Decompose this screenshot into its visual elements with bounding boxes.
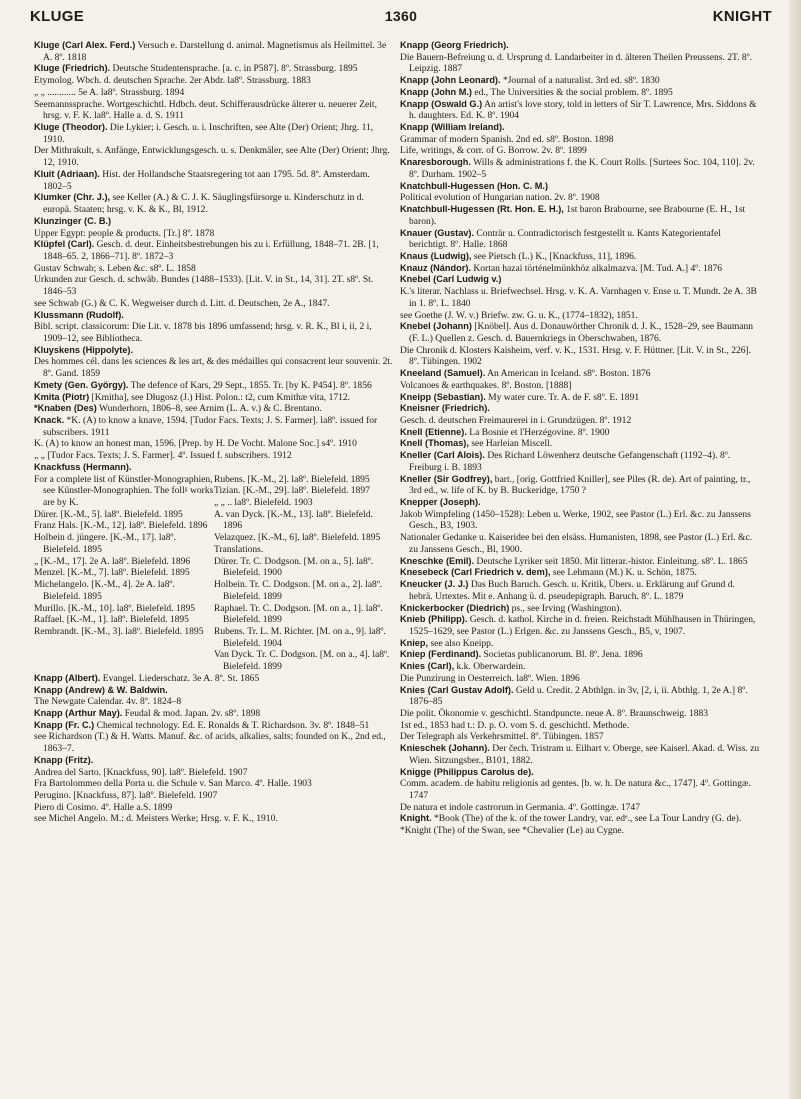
entry-text: Das Buch Baruch. Gesch. u. Kritik, Übers. u. Erklärung auf Grund d. hebrä. Urtextes. Mit e. Anhang ü. d. pseudepigraph. Baruch. 8º. L. 1879: [409, 579, 735, 602]
catalogue-entry: [34, 462, 394, 474]
catalogue-entry: [34, 767, 394, 779]
header-left: KLUGE: [30, 8, 84, 25]
entry-text: Kortan hazai történelmünkhöz alkalmazva. [M. Tud. A.] 4º. 1876: [473, 262, 723, 274]
entry-text: Des Richard Löwenherz deutsche Gefangenschaft (1192–4). 8º. Freiburg i. B. 1893: [409, 450, 731, 473]
entry-text: Gesch. d. deutschen Freimaurerei in i. Grundzügen. 8º. 1912: [400, 415, 632, 426]
entry-text: Grammar of modern Spanish. 2nd ed. s8º. Boston. 1898: [400, 133, 614, 145]
entry-text: Andrea del Sarto. [Knackfuss, 90]. la8º. Bielefeld. 1907: [34, 766, 248, 778]
entry-text: see Pietsch (L.) K., [Knackfuss, 11], 1896.: [473, 250, 637, 262]
catalogue-entry: [400, 99, 760, 122]
catalogue-entry: [400, 427, 760, 439]
knackfuss-work: A. van Dyck. [K.-M., 13]. la8º. Bielefeld. 1896: [214, 508, 373, 532]
catalogue-entry: [34, 87, 394, 99]
catalogue-entry: [400, 134, 760, 146]
catalogue-entry: [400, 310, 760, 322]
catalogue-entry: [34, 731, 394, 754]
catalogue-entry: [400, 415, 760, 427]
catalogue-entry: [34, 169, 394, 192]
knackfuss-work: Tizian. [K.-M., 29]. la8º. Bielefeld. 1897: [214, 485, 370, 497]
entry-text: Der Telegraph als Verkehrsmittel. 8º. Tübingen. 1857: [400, 731, 604, 743]
knackfuss-work: Holbein d. jüngere. [K.-M., 17]. la8º. Bielefeld. 1895: [34, 532, 176, 555]
catalogue-entry: [400, 251, 760, 263]
entry-text: Etymolog. Wbch. d. deutschen Sprache. 2er Abdr. la8º. Strassburg. 1883: [34, 75, 311, 87]
entry-heading: Knapp (William Ireland).: [400, 122, 505, 133]
entry-text: Volcanoes & earthquakes. 8º. Boston. [1888]: [400, 379, 572, 391]
catalogue-entry: [400, 286, 760, 309]
entry-text: Comm. academ. de habitu religionis ad gentes. [b. w. h. De natura &c., 1747]. 4º. Gottingæ. 1747: [400, 778, 751, 801]
knackfuss-right-column: [214, 474, 394, 673]
catalogue-entry: [34, 75, 394, 87]
entry-text: Piero di Cosimo. 4º. Halle a.S. 1899: [34, 801, 173, 813]
catalogue-entry: [400, 450, 760, 473]
entry-heading: Kluge (Carl Alex. Ferd.): [34, 40, 136, 50]
entry-text: Die Chronik d. Klosters Kaisheim, verf. v. K., 1531. Hrsg. v. F. Hüttner. [Lit. V. in St., 226]. 8º. Tübingen. 1902: [400, 344, 752, 368]
entry-heading: Kluyskens (Hippolyte).: [34, 344, 134, 355]
entry-heading: Knebel (Johann): [400, 321, 472, 332]
catalogue-entry: [400, 825, 760, 837]
entry-heading: Knack.: [34, 415, 65, 425]
knackfuss-work: Rubens. Tr. L. M. Richter. [M. on a., 9]. la8º. Bielefeld. 1904: [214, 625, 386, 649]
knackfuss-work: Menzel. [K.-M., 7]. la8º. Bielefeld. 1895: [34, 567, 190, 579]
entry-heading: Knapp (Andrew) & W. Baldwin.: [34, 684, 168, 695]
catalogue-entry: [34, 392, 394, 404]
catalogue-entry: [400, 603, 760, 615]
catalogue-entry: [400, 673, 760, 685]
knackfuss-work: Raphael. Tr. C. Dodgson. [M. on a., 1]. la8º. Bielefeld. 1899: [214, 602, 383, 626]
entry-text: Perugino. [Knackfuss, 87]. la8º. Bielefeld. 1907: [34, 790, 218, 801]
catalogue-entry: [400, 708, 760, 720]
entry-text: Societas publicanorum. Bl. 8º. Jena. 1896: [483, 649, 643, 661]
catalogue-entry: [400, 181, 760, 193]
catalogue-entry: [34, 708, 394, 720]
catalogue-entry: [400, 614, 760, 637]
catalogue-entry: [400, 474, 760, 497]
catalogue-entry: [400, 145, 760, 157]
entry-heading: Knigge (Philippus Carolus de).: [400, 766, 534, 777]
entry-heading: Knight.: [400, 813, 432, 824]
knackfuss-work: „ [K.-M., 17]. 2e A. la8º. Bielefeld. 1896: [34, 555, 191, 567]
knackfuss-left-column: [34, 474, 214, 673]
entry-heading: Knieb (Philipp).: [400, 614, 468, 625]
entry-text: *Book (The) of the k. of the tower Landry, var. edᵉ., see La Tour Landry (G. de).: [434, 813, 742, 825]
catalogue-entry: [34, 438, 394, 450]
knackfuss-work: Murillo. [K.-M., 10]. la8º. Bielefeld. 1895: [34, 602, 195, 614]
entry-text: Evangel. Liederschatz. 3e A. 8º. St. 1865: [102, 672, 260, 684]
catalogue-entry: [400, 75, 760, 87]
entry-text: Upper Egypt: people & products. [Tr.] 8º. 1878: [34, 227, 215, 239]
entry-heading: Kluge (Friedrich).: [34, 63, 111, 74]
catalogue-entry: [34, 274, 394, 297]
entry-text: Des hommes cél. dans les sciences & les art, & des médailles qui consacrent leur souvenir. 2t. 8º. Gand. 1859: [34, 356, 393, 380]
catalogue-entry: [34, 755, 394, 767]
catalogue-entry: [400, 403, 760, 415]
entry-heading: Knell (Etienne).: [400, 426, 467, 437]
knackfuss-work: Raffael. [K.-M., 1]. la8º. Bielefeld. 1895: [34, 614, 189, 626]
catalogue-entry: [34, 263, 394, 275]
entry-heading: Kneucker (J. J.): [400, 579, 469, 590]
catalogue-entry: [34, 450, 394, 462]
knackfuss-work: Rubens. [K.-M., 2]. la8º. Bielefeld. 1895: [214, 473, 370, 485]
entry-text: Versuch e. Darstellung d. animal. Magnetismus als Heilmittel. 3e A. 8º. 1818: [43, 40, 387, 63]
entry-text: bart., [orig. Gottfried Kniller], see Piles (R. de). Art of painting, tr., 3rd ed., w. life of K. by B. Buckeridge, 1750 ?: [409, 473, 751, 497]
entry-text: Die polit. Ökonomie v. geschichtl. Standpuncte. neue A. 8º. Braunschweig. 1883: [400, 707, 709, 719]
catalogue-entry: [400, 438, 760, 450]
entry-text: [Knöbel]. Aus d. Donauwörther Chronik d. J. K., 1528–29, see Baumann (F. L.) Quellen z. Gesch. d. Bauernkriegs in Oberschwaben, 1876.: [409, 321, 754, 344]
catalogue-entry: [400, 767, 760, 779]
catalogue-entry: [400, 122, 760, 134]
entry-heading: *Knaben (Des): [34, 403, 97, 414]
entry-heading: Kniep,: [400, 637, 429, 648]
entry-heading: Kneipp (Sebastian).: [400, 391, 486, 402]
knackfuss-work: „ „ .. la8º. Bielefeld. 1903: [214, 497, 313, 509]
entry-heading: Kneisner (Friedrich).: [400, 403, 490, 414]
entry-text: Wills & administrations f. the K. Court Rolls. [Surtees Soc. 104, 110]. 2v. 8º. Durham. 1902–5: [409, 157, 755, 180]
catalogue-entry: [400, 661, 760, 673]
entry-heading: Knapp (Arthur May).: [34, 707, 123, 718]
entry-heading: Knapp (Fr. C.): [34, 719, 95, 730]
entry-heading: Knebel (Carl Ludwig v.): [400, 274, 502, 285]
entry-text: An American in Iceland. s8º. Boston. 1876: [487, 368, 651, 380]
catalogue-entry: [34, 310, 394, 322]
catalogue-entry: [34, 790, 394, 802]
entry-text: Deutsche Studentensprache. [a. c. in P587]. 8º. Strassburg. 1895: [112, 63, 358, 75]
catalogue-entry: [34, 415, 394, 438]
catalogue-entry: [400, 731, 760, 743]
catalogue-entry: [34, 99, 394, 122]
entry-text: see Lehmann (M.) K. u. Schön, 1875.: [552, 567, 697, 579]
entry-text: Die Punzirung in Oesterreich. la8º. Wien. 1896: [400, 672, 580, 684]
entry-text: 1st baron Brabourne, see Brabourne (E. H., 1st baron).: [409, 204, 746, 227]
entry-heading: Knell (Thomas),: [400, 438, 469, 449]
entry-heading: Knapp (Albert).: [34, 672, 101, 683]
entry-text: Bibl. script. classicorum: Die Lit. v. 1878 bis 1896 umfassend; hrsg. v. R. K., Bl i, ii, 2 i, 1909–12, see Bibliotheca.: [34, 321, 372, 344]
catalogue-entry: [400, 649, 760, 661]
entry-heading: Klussmann (Rudolf).: [34, 309, 124, 320]
knackfuss-works-table: [34, 474, 394, 673]
entry-text: Gesch. d. kathol. Kirche in d. freien. Reichstadt Mühlhausen in Thüringen, 1525–1629, see Pastor (L.) Erlgen. &c. zu Janssens Gesch., B5, v, 1907.: [409, 614, 756, 637]
entry-heading: Knackfuss (Hermann).: [34, 461, 132, 472]
entry-heading: Kluge (Theodor).: [34, 122, 108, 133]
entry-text: Die Bauern-Befreiung u. d. Ursprung d. Landarbeiter in d. älteren Theilen Preussens. 2T. 8º. Leipzig. 1887: [400, 51, 753, 75]
catalogue-entry: [34, 403, 394, 415]
catalogue-entry: [400, 743, 760, 766]
entry-text: The Newgate Calendar. 4v. 8º. 1824–8: [34, 696, 182, 708]
catalogue-entry: [34, 192, 394, 215]
entry-text: see Michel Angelo. M.: d. Meisters Werke; Hrsg. v. F. K., 1910.: [34, 813, 278, 825]
entry-text: Seemannssprache. Wortgeschichtl. Hdbch. deut. Schifferausdrücke älterer u. neuerer Zeit, hrsg. v. F. K. la8º. Halle a. d. S. 1911: [34, 98, 377, 122]
catalogue-entry: [400, 392, 760, 404]
catalogue-entry: [34, 356, 394, 379]
catalogue-entry: [400, 567, 760, 579]
entry-text: Geld u. Credit. 2 Abthlgn. in 3v, [2, i, ii. Abthlg. 1, 2e A.] 8º. 1876–85: [409, 684, 748, 708]
entry-text: ed., The Universities & the social problem. 8º. 1895: [474, 86, 673, 98]
entry-text: Deutsche Lyriker seit 1850. Mit litterar.-histor. Einleitung. s8º. L. 1865: [476, 555, 748, 567]
entry-heading: Klumker (Chr. J.),: [34, 192, 111, 203]
entry-heading: Kneeland (Samuel).: [400, 368, 486, 379]
entry-text: see Goethe (J. W. v.) Briefw. zw. G. u. K., (1774–1832), 1851.: [400, 309, 638, 321]
entry-heading: Kneller (Carl Alois).: [400, 450, 485, 461]
entry-text: *Journal of a naturalist. 3rd ed. s8º. 1830: [502, 75, 660, 87]
entry-text: The defence of Kars, 29 Sept., 1855. Tr. [by K. P454]. 8º. 1856: [130, 379, 372, 391]
entry-heading: Knesebeck (Carl Friedrich v. dem),: [400, 567, 551, 578]
catalogue-entry: [34, 685, 394, 697]
catalogue-entry: [34, 720, 394, 732]
entry-text: Der čech. Tristram u. Eilhart v. Oberge, see Kaiserl. Akad. d. Wiss. zu Wien. Sitzungsber., B101, 1882.: [409, 743, 760, 766]
entry-heading: Knatchbull-Hugessen (Rt. Hon. E. H.),: [400, 204, 564, 215]
entry-text: Nationaler Gedanke u. Kaiseridee bei den elsäss. Humanisten, 1898, see Pastor (L.) Erl. &c. zu Janssens Gesch., Bl, 1900.: [400, 532, 753, 555]
catalogue-entry: [34, 63, 394, 75]
right-column: [400, 40, 760, 837]
page-edge: [789, 0, 801, 1099]
catalogue-entry: [400, 579, 760, 602]
entry-heading: Knapp (Fritz).: [34, 754, 94, 765]
entry-text: see Harleian Miscell.: [471, 438, 553, 450]
entry-text: De natura et indole castrorum in Germania. 4º. Gottingæ. 1747: [400, 801, 640, 813]
entry-heading: Knieschek (Johann).: [400, 743, 490, 754]
page-number: 1360: [384, 8, 418, 24]
entry-text: Wunderhorn, 1806–8, see Arnim (L. A. v.) & C. Brentano.: [99, 403, 322, 415]
entry-text: Gesch. d. deut. Einheitsbestrebungen bis zu i. Erfüllung, 1848–71. 2B. [1, 1848–65. 2, 1866–71]. 8º. 1872–3: [43, 239, 379, 262]
catalogue-entry: [34, 802, 394, 814]
entry-text: see Richardson (T.) & H. Watts. Manuf. &c. of acids, alkalies, salts; founded on K., 2nd ed., 1863–7.: [34, 731, 386, 755]
catalogue-entry: [400, 274, 760, 286]
knackfuss-work: Velazquez. [K.-M., 6]. la8º. Bielefeld. 1895: [214, 532, 381, 544]
entry-text: see also Kneipp.: [430, 637, 494, 649]
entry-text: Gustav Schwab; s. Leben &c. s8º. L. 1858: [34, 262, 196, 274]
catalogue-entry: [34, 321, 394, 344]
entry-heading: Knapp (Georg Friedrich).: [400, 40, 509, 50]
catalogue-entry: [400, 685, 760, 708]
entry-text: An artist's love story, told in letters of Sir T. Lawrence, Mrs. Siddons & h. daughters. Ed. K. 8º. 1904: [409, 98, 757, 122]
catalogue-entry: [400, 720, 760, 732]
entry-text: k.k. Oberwardein.: [456, 661, 526, 673]
catalogue-entry: [400, 228, 760, 251]
catalogue-entry: [400, 40, 760, 52]
entry-text: see Schwab (G.) & C. K. Wegweiser durch d. Litt. d. Deutschen, 2e A., 1847.: [34, 297, 330, 309]
catalogue-entry: [34, 40, 394, 63]
catalogue-entry: [400, 638, 760, 650]
entry-heading: Kmety (Gen. György).: [34, 379, 129, 390]
knackfuss-work: Translations.: [214, 543, 264, 555]
entry-text: Feudal & mod. Japan. 2v. s8º. 1898: [124, 707, 261, 719]
catalogue-entry: [400, 813, 760, 825]
catalogue-entry: [400, 778, 760, 801]
entry-text: „ „ [Tudor Facs. Texts; J. S. Farmer]. 4º. Issued f. subscribers. 1912: [34, 450, 292, 462]
catalogue-entry: [400, 87, 760, 99]
catalogue-entry: [400, 556, 760, 568]
knackfuss-work: Dürer. [K.-M., 5]. la8º. Bielefeld. 1895: [34, 508, 183, 520]
entry-text: „ „ ............ 5e A. la8º. Strassburg. 1894: [34, 86, 185, 98]
entry-heading: Knauz (Nándor).: [400, 262, 471, 273]
entry-heading: Knies (Carl),: [400, 661, 455, 672]
catalogue-entry: [400, 204, 760, 227]
running-header: [30, 8, 772, 30]
entry-text: Chemical technology. Ed. E. Ronalds & T. Richardson. 3v. 8º. 1848–51: [96, 719, 370, 731]
catalogue-entry: [400, 380, 760, 392]
entry-text: Jakob Wimpfeling (1450–1528): Leben u. Werke, 1902, see Pastor (L.) Erl. &c. zu Janssens Gesch., B3, 1903.: [400, 508, 751, 532]
catalogue-entry: [34, 228, 394, 240]
entry-heading: Klüpfel (Carl).: [34, 239, 95, 250]
knackfuss-work: Dürer. Tr. C. Dodgson. [M. on a., 5]. la8º. Bielefeld. 1900: [214, 555, 374, 579]
header-right: KNIGHT: [712, 8, 772, 25]
entry-heading: Knepper (Joseph).: [400, 497, 481, 508]
entry-text: Fra Bartolommeo della Porta u. die Schule v. San Marco. 4º. Halle. 1903: [34, 778, 312, 790]
entry-heading: Knapp (Oswald G.): [400, 98, 483, 109]
catalogue-entry: [400, 192, 760, 204]
entry-text: [Kmitha], see Długosz (J.) Hist. Polon.: t2, cum Kmithæ vita, 1712.: [91, 391, 351, 403]
catalogue-entry: [400, 52, 760, 75]
entry-text: My water cure. Tr. A. de F. s8º. E. 1891: [488, 391, 640, 403]
catalogue-entry: [34, 122, 394, 145]
catalogue-entry: [34, 696, 394, 708]
entry-text: Life, writings, & corr. of G. Borrow. 2v. 8º. 1899: [400, 145, 587, 157]
entry-text: Der Mithrakult, s. Anfänge, Entwicklungsgesch. u. s. Denkmäler, see Alte (Der) Orient; Jhrg. 12, 1910.: [34, 145, 390, 169]
knackfuss-work: Holbein. Tr. C. Dodgson. [M. on a., 2]. la8º. Bielefeld. 1899: [214, 579, 383, 602]
entry-heading: Knatchbull-Hugessen (Hon. C. M.): [400, 180, 549, 191]
catalogue-entry: [34, 216, 394, 228]
catalogue-entry: [400, 321, 760, 344]
entry-heading: Knaresborough.: [400, 157, 471, 168]
entry-heading: Klunzinger (C. B.): [34, 215, 112, 226]
catalogue-entry: [400, 509, 760, 532]
catalogue-entry: [34, 345, 394, 357]
entry-heading: Kneller (Sir Godfrey),: [400, 473, 493, 484]
entry-text: Political evolution of Hungarian nation. 2v. 8º. 1908: [400, 192, 600, 204]
catalogue-entry: [34, 673, 394, 685]
catalogue-entry: [400, 532, 760, 555]
entry-text: Urkunden zur Gesch. d. schwäb. Bundes (1488–1533). [Lit. V. in St., 14, 31]. 2T. s8º. St. 1846–53: [34, 274, 374, 298]
entry-text: Hist. der Hollandsche Staatsregering tot aan 1795. 5d. 8º. Amsterdam. 1802–5: [43, 168, 370, 192]
catalogue-entry: [400, 157, 760, 180]
entry-text: La Bosnie et l'Herzégovine. 8º. 1900: [469, 426, 610, 438]
catalogue-entry: [34, 813, 394, 825]
catalogue-entry: [34, 298, 394, 310]
entry-heading: Knaus (Ludwig),: [400, 250, 472, 261]
left-column: [34, 40, 394, 825]
entry-heading: Kniep (Ferdinand).: [400, 649, 482, 660]
entry-heading: Knickerbocker (Diedrich): [400, 602, 510, 613]
entry-heading: Knies (Carl Gustav Adolf).: [400, 684, 514, 695]
entry-heading: Kluit (Adriaan).: [34, 168, 100, 179]
entry-text: *K. (A) to know a knave, 1594. [Tudor Facs. Texts; J. S. Farmer]. la8º. issued for subscribers. 1911: [43, 415, 378, 438]
entry-text: see Keller (A.) & C. J. K. Säuglingsfürsorge u. Kinderschutz in d. europä. Staaten; hrsg. v. K. & K., Bl, 1912.: [43, 192, 364, 216]
entry-heading: Kneschke (Emil).: [400, 555, 475, 566]
entry-text: Conträr u. Contradictorisch festgestellt u. Kants Kategorientafel berichtigt. 8º. Halle. 1868: [409, 227, 721, 251]
catalogue-entry: [34, 145, 394, 168]
knackfuss-work: Rembrandt. [K.-M., 3]. la8º. Bielefeld. 1895: [34, 625, 204, 637]
entry-text: K. (A) to know an honest man, 1596. [Prep. by H. De Vocht. Malone Soc.] s4º. 1910: [34, 438, 357, 450]
entry-text: Die Lykier; i. Gesch. u. i. Inschriften, see Alte (Der) Orient; Jhrg. 11, 1910.: [43, 122, 374, 145]
catalogue-entry: [34, 778, 394, 790]
catalogue-entry: [400, 263, 760, 275]
entry-text: K.'s literar. Nachlass u. Briefwechsel. Hrsg. v. K. A. Varnhagen v. Ense u. T. Mundt. 2e A. 3B in 1. 8º. L. 1840: [400, 286, 757, 309]
catalogue-entry: [34, 380, 394, 392]
catalogue-entry: [400, 368, 760, 380]
knackfuss-work: Van Dyck. Tr. C. Dodgson. [M. on a., 4]. la8º. Bielefeld. 1899: [214, 649, 390, 673]
knackfuss-work: For a complete list of Künstler-Monographien, see Künstler-Monographien. The follᵍ works are by K.: [34, 473, 214, 509]
knackfuss-work: Michelangelo. [K.-M., 4]. 2e A. la8º. Bielefeld. 1895: [34, 579, 175, 602]
catalogue-entry: [400, 345, 760, 368]
entry-heading: Knapp (John M.): [400, 86, 472, 97]
knackfuss-work: Franz Hals. [K.-M., 12]. la8º. Bielefeld. 1896: [34, 520, 208, 532]
entry-heading: Kmita (Piotr): [34, 391, 90, 402]
catalogue-entry: [34, 239, 394, 262]
entry-text: *Knight (The) of the Swan, see *Chevalier (Le) au Cygne.: [400, 825, 625, 837]
entry-text: ps., see Irving (Washington).: [511, 602, 622, 614]
entry-heading: Knauer (Gustav).: [400, 227, 475, 238]
catalogue-entry: [400, 497, 760, 509]
entry-heading: Knapp (John Leonard).: [400, 75, 501, 86]
entry-text: 1st ed., 1853 had t.: D. p. O. vom S. d. geschichtl. Methode.: [400, 719, 630, 731]
catalogue-entry: [400, 802, 760, 814]
